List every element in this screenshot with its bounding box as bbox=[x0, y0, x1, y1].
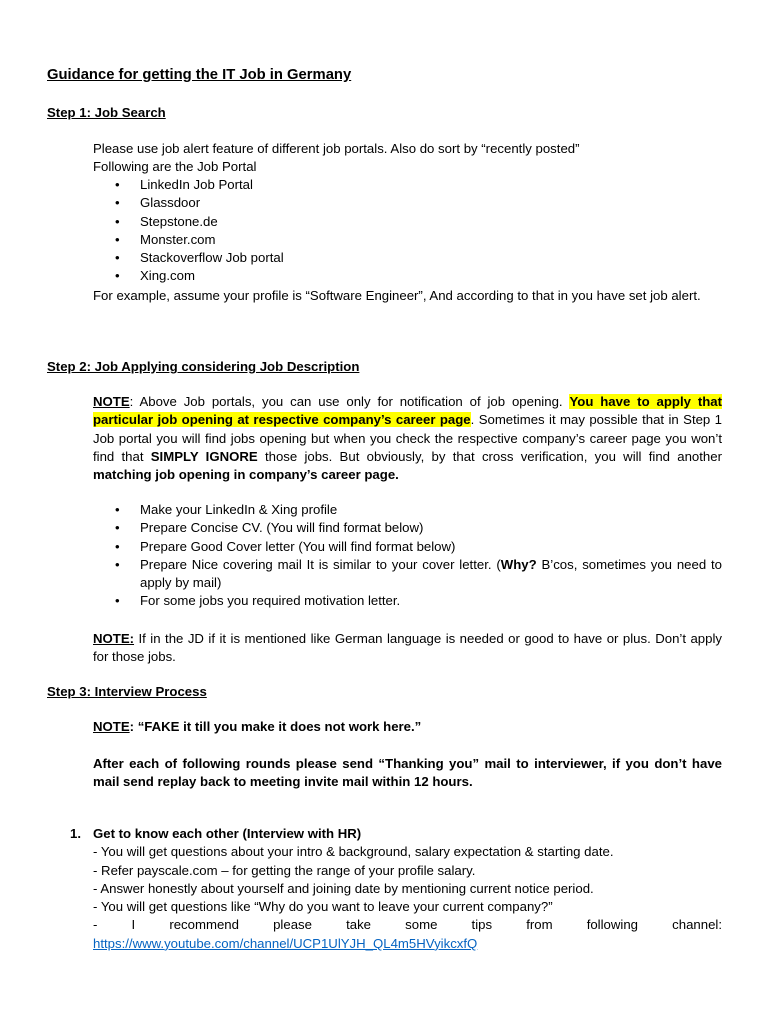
matching-job-text: matching job opening in company’s career page. bbox=[93, 467, 399, 483]
document-title: Guidance for getting the IT Job in Germany bbox=[47, 67, 352, 83]
step2-heading: Step 2: Job Applying considering Job Description bbox=[47, 359, 360, 374]
bullet-icon: • bbox=[115, 195, 120, 211]
portal-list bbox=[93, 176, 722, 286]
note-label: NOTE: bbox=[93, 631, 135, 646]
list-item: • Monster.com bbox=[93, 231, 722, 249]
round-line: - You will get questions like “Why do you want to leave your current company?” bbox=[93, 899, 553, 915]
step1-example: For example, assume your profile is “Software Engineer”, And according to that in you have set job alert. bbox=[93, 288, 701, 303]
bullet-icon: • bbox=[115, 213, 120, 229]
step1-heading: Step 1: Job Search bbox=[47, 105, 166, 120]
bullet-icon: • bbox=[115, 538, 120, 554]
bullet-icon: • bbox=[115, 250, 120, 266]
list-item: • Prepare Nice covering mail It is similar to your cover letter. (Why? B’cos, sometimes you need to apply by mail) bbox=[115, 556, 722, 591]
youtube-channel-link[interactable]: https://www.youtube.com/channel/UCP1UlYJH_QL4m5HVyikcxfQ bbox=[93, 935, 478, 951]
bullet-icon: • bbox=[115, 502, 120, 517]
list-item: • LinkedIn Job Portal bbox=[93, 176, 722, 194]
list-item: • Prepare Good Cover letter (You will find format below) bbox=[93, 538, 722, 556]
interview-round-1 bbox=[70, 825, 722, 953]
bullet-icon: • bbox=[115, 556, 120, 572]
note-label: NOTE bbox=[93, 719, 130, 734]
thanks-instruction: After each of following rounds please send “Thanking you” mail to interviewer, if you don’t have mail send replay back to meeting invite mail within 12 hours. bbox=[93, 756, 722, 790]
bullet-icon: • bbox=[115, 177, 120, 192]
bullet-icon: • bbox=[115, 593, 120, 609]
list-item: • For some jobs you required motivation letter. bbox=[93, 592, 722, 610]
bullet-icon: • bbox=[115, 520, 120, 536]
step3-note: NOTE: “FAKE it till you make it does not work here.” bbox=[93, 719, 422, 734]
round-line: - Answer honestly about yourself and joining date by mentioning current notice period. bbox=[93, 880, 594, 896]
list-item: • Prepare Concise CV. (You will find format below) bbox=[93, 519, 722, 537]
step2-note2: NOTE: If in the JD if it is mentioned like German language is needed or good to have or plus. Don’t apply for those jobs. bbox=[93, 631, 722, 665]
list-item: • Stepstone.de bbox=[93, 213, 722, 231]
step3-heading: Step 3: Interview Process bbox=[47, 684, 207, 699]
step1-portals-label: Following are the Job Portal bbox=[93, 159, 257, 174]
list-item: • Xing.com bbox=[93, 267, 722, 285]
application-checklist bbox=[93, 501, 722, 611]
bullet-icon: • bbox=[115, 231, 120, 247]
note-label: NOTE bbox=[93, 394, 130, 409]
step1-intro: Please use job alert feature of different job portals. Also do sort by “recently posted” bbox=[93, 141, 580, 156]
list-item: • Stackoverflow Job portal bbox=[93, 249, 722, 267]
simply-ignore-text: SIMPLY IGNORE bbox=[150, 448, 258, 464]
step2-note: NOTE: Above Job portals, you can use only for notification of job opening. You have to apply that particular job opening at respective company’s career page. Sometimes it may possible that in Step 1 Job portal you will find jobs opening but when you check the respective company’s career page you won’t find that SIMPLY IGNORE those jobs. But obviously, by that cross verification, you will find another matching job opening in company’s career page. bbox=[93, 394, 722, 483]
recommend-line: - I recommend please take some tips from following channel: bbox=[93, 917, 722, 933]
bullet-icon: • bbox=[115, 268, 120, 284]
list-item: • Make your LinkedIn & Xing profile bbox=[93, 501, 722, 519]
list-item: • Glassdoor bbox=[93, 194, 722, 212]
round-number: 1. bbox=[70, 826, 81, 841]
highlighted-text: You have to apply that particular job opening at respective company’s career page bbox=[93, 394, 722, 428]
round-line: - Refer payscale.com – for getting the range of your profile salary. bbox=[93, 862, 476, 878]
round-title: Get to know each other (Interview with HR) bbox=[93, 826, 362, 841]
round-line: - You will get questions about your intro & background, salary expectation & starting date. bbox=[93, 844, 614, 860]
